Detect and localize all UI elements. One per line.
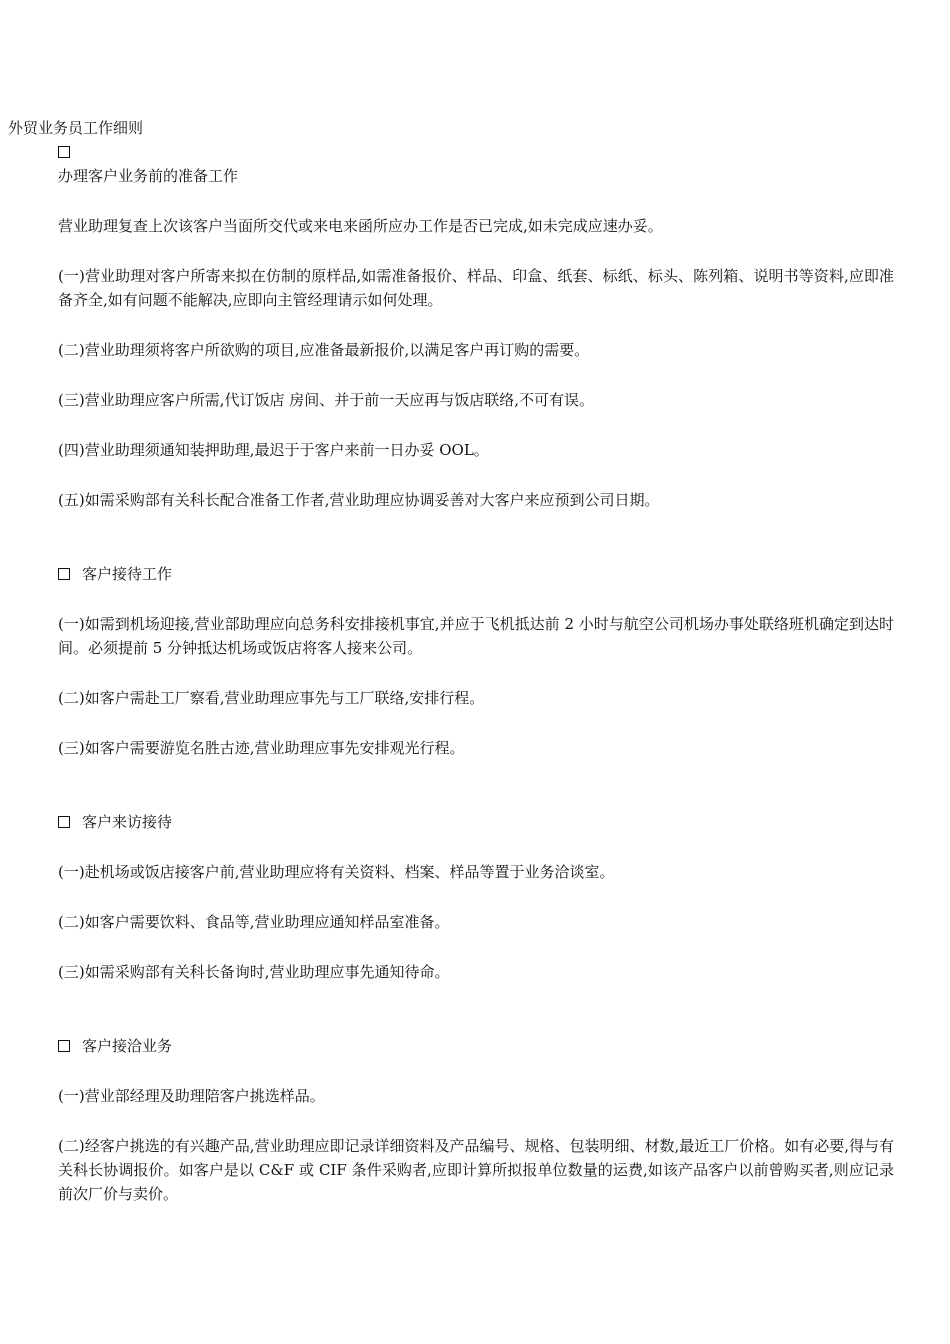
section-4-heading: 客户接洽业务 xyxy=(82,1037,173,1055)
section-1-paragraph-5: (四)营业助理须通知装押助理,最迟于于客户来前一日办妥 OOL。 xyxy=(58,441,489,459)
section-4-paragraph-1: (一)营业部经理及助理陪客户挑选样品。 xyxy=(58,1087,325,1105)
section-1-paragraph-3: (二)营业助理须将客户所欲购的项目,应准备最新报价,以满足客户再订购的需要。 xyxy=(58,341,590,359)
section-2-paragraph-2: (二)如客户需赴工厂察看,营业助理应事先与工厂联络,安排行程。 xyxy=(58,689,485,707)
checkbox-icon xyxy=(58,568,70,580)
document-title: 外贸业务员工作细则 xyxy=(8,119,144,137)
section-4-header xyxy=(58,1034,894,1058)
checkbox-icon xyxy=(58,816,70,828)
section-3-paragraph-2: (二)如客户需要饮料、食品等,营业助理应通知样品室准备。 xyxy=(58,913,450,931)
section-2-heading: 客户接待工作 xyxy=(82,565,173,583)
section-2-paragraph-1: (一)如需到机场迎接,营业部助理应向总务科安排接机事宜,并应于飞机抵达前 2 小时与航空公司机场办事处联络班机确定到达时间。必须提前 5 分钟抵达机场或饭店将客人接来公司。 xyxy=(58,615,894,657)
section-1-paragraph-2: (一)营业助理对客户所寄来拟在仿制的原样品,如需准备报价、样品、印盒、纸套、标纸、标头、陈列箱、说明书等资料,应即准备齐全,如有问题不能解决,应即向主管经理请示如何处理。 xyxy=(58,267,894,309)
section-3-paragraph-1: (一)赴机场或饭店接客户前,营业助理应将有关资料、档案、样品等置于业务洽谈室。 xyxy=(58,863,615,881)
section-4-paragraph-2: (二)经客户挑选的有兴趣产品,营业助理应即记录详细资料及产品编号、规格、包装明细、材数,最近工厂价格。如有必要,得与有关科长协调报价。如客户是以 C&F 或 CIF 条件采购者,应即计算所拟报单位数量的运费,如该产品客户以前曾购买者,则应记录前次厂价与卖价。 xyxy=(58,1137,895,1203)
document-body xyxy=(58,140,894,1206)
checkbox-icon xyxy=(58,1040,70,1052)
section-3-header xyxy=(58,810,894,834)
section-3-heading: 客户来访接待 xyxy=(82,813,173,831)
section-3-paragraph-3: (三)如需采购部有关科长备询时,营业助理应事先通知待命。 xyxy=(58,963,450,981)
section-1-paragraph-6: (五)如需采购部有关科长配合准备工作者,营业助理应协调妥善对大客户来应预到公司日期。 xyxy=(58,491,660,509)
section-1-paragraph-4: (三)营业助理应客户所需,代订饭店 房间、并于前一天应再与饭店联络,不可有误。 xyxy=(58,391,595,409)
section-2-header xyxy=(58,562,894,586)
section-1-checkbox-row xyxy=(58,140,894,164)
section-2-paragraph-3: (三)如客户需要游览名胜古迹,营业助理应事先安排观光行程。 xyxy=(58,739,465,757)
section-1-heading: 办理客户业务前的准备工作 xyxy=(58,167,239,185)
checkbox-icon xyxy=(58,146,70,158)
section-1-paragraph-1: 营业助理复查上次该客户当面所交代或来电来函所应办工作是否已完成,如未完成应速办妥。 xyxy=(58,217,663,235)
